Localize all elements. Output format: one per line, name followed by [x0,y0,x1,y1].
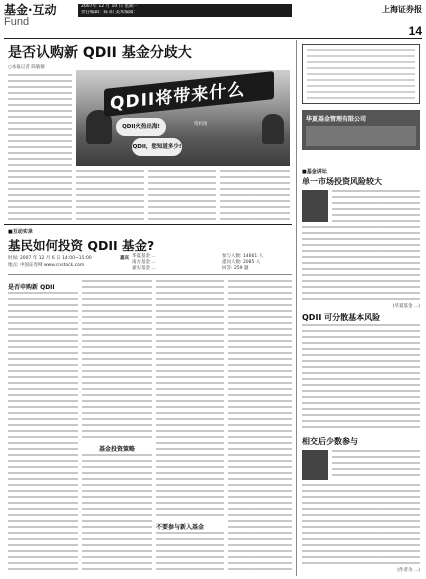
qa-col-3b [156,532,224,574]
section-brand-en: Fund [4,16,30,28]
header-rule [4,38,422,39]
issue-date: 2007年 12 月 10 日 星期一 [81,4,139,9]
photo-bubble-2: QDII，您知道多少! [132,138,182,156]
main-article-col3 [148,170,216,220]
right-info-box [302,44,420,104]
qa-subhead-4: 不要参与新入基金 [156,524,205,531]
photo-person-right [262,114,284,144]
photo-sign-text: QDII将带来什么 [110,79,246,115]
right-article-1 [302,226,420,302]
qa-col-2b [82,454,152,574]
qa-section-tag: ■互动实录 [8,229,33,235]
main-headline: 是否认购新 QDII 基金分歧大 [8,45,192,61]
issue-editors: 责任编辑：陈 阳 美术编辑： [81,10,138,15]
qa-stat-answers: 回答: 259 题 [222,266,249,271]
section-brand-cn: 基金·互动 [4,3,57,17]
qa-guest-1: 华夏基金 ... [132,254,156,259]
main-article-col4 [220,170,290,220]
qa-guest-3: 嘉实基金 ... [132,266,156,271]
sponsor-banner [302,110,420,150]
section-brand [4,4,76,28]
qa-info-rule [8,274,292,275]
qa-headline: 基民如何投资 QDII 基金? [8,238,155,253]
article-photo [76,70,290,166]
author-bio-2 [332,450,420,480]
qa-subhead-1: 是否申购新 QDII [8,284,55,291]
qa-stat-participants: 参与人数: 14661 人 [222,254,264,259]
section-divider [4,224,292,225]
author-photo [302,190,328,222]
qa-subhead-2: 基金投资策略 [98,446,135,453]
author-bio [332,190,420,222]
sponsor-banner-band [306,126,416,146]
right-headline-2: QDII 可分散基本风险 [302,313,381,322]
main-byline: ○本报记者 陈敏敏 [8,65,45,70]
photo-caption: 资料图 [194,122,208,127]
sponsor-banner-title: 华夏基金管理有限公司 [306,116,367,123]
right-author-1: (华夏基金 ...) [392,304,420,309]
qa-col-4 [228,280,292,574]
photo-bubble-1: QDII火热出海! [116,118,166,136]
main-article-col2 [76,170,144,220]
right-headline-3: 相交后少数参与 [302,437,358,446]
right-section-tag: ■基金讲坛 [302,169,327,175]
right-article-3 [302,484,420,566]
page-number: 14 [408,24,422,38]
qa-time: 时间: 2007 年 12 月 6 日 14:00~15:00 [8,256,92,261]
newspaper-name: 上海证券报 [382,4,422,14]
author-photo-2 [302,450,328,480]
right-article-2 [302,324,420,430]
qa-col-1 [8,292,78,574]
qa-guests-label: 嘉宾 [120,256,129,261]
right-author-2: (作者为 ...) [397,568,420,573]
right-info-box-text [307,49,415,99]
issue-info-bar [78,4,292,17]
column-divider [296,40,297,576]
main-article-col1 [8,74,72,220]
qa-guest-2: 南方基金 ... [132,260,156,265]
qa-col-3a [156,280,224,518]
qa-stat-questions: 提问人数: 2085 人 [222,260,261,265]
qa-col-2a [82,280,152,440]
qa-venue: 地点: 中国证券网 www.cnstock.com [8,263,85,268]
right-headline-1: 单一市场投资风险较大 [302,177,382,186]
